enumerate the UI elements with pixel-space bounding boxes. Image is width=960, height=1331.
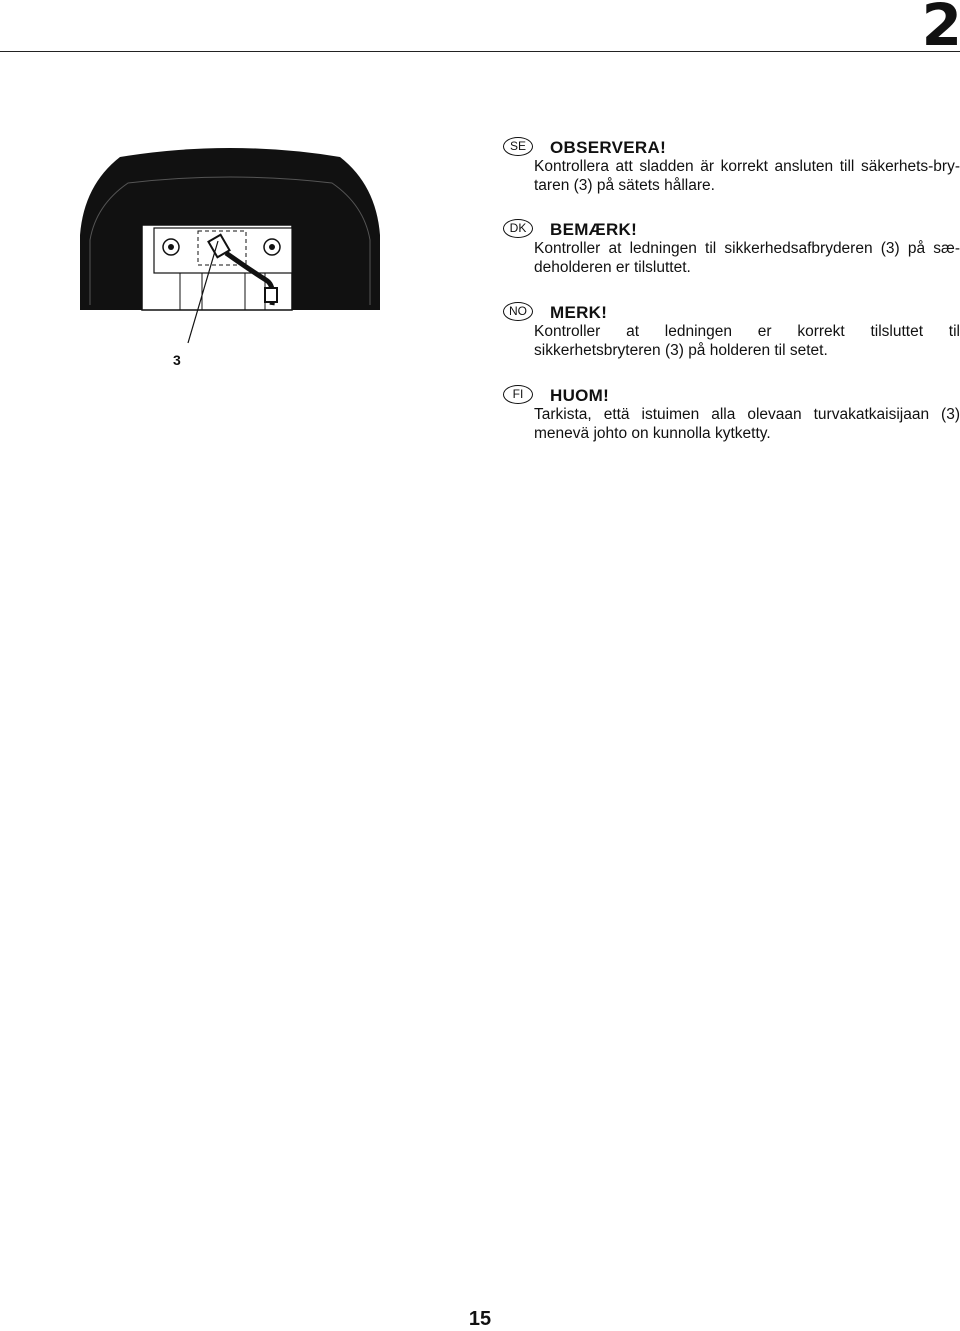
language-badge-no: NO — [503, 302, 533, 321]
section-text-no: Kontroller at ledningen er korrekt tilsluttet til sikkerhetsbryteren (3) på holderen til setet. — [534, 323, 960, 359]
callout-label: 3 — [173, 352, 181, 368]
section-title-se: OBSERVERA! — [550, 138, 667, 157]
seat-switch-illustration — [80, 145, 380, 370]
language-badge-dk: DK — [503, 219, 533, 238]
section-text-dk: Kontroller at ledningen til sikkerhedsafbryderen (3) på sæ-deholderen er tilsluttet. — [534, 240, 960, 276]
section-title-dk: BEMÆRK! — [550, 220, 638, 239]
section-text-se: Kontrollera att sladden är korrekt ansluten till säkerhets-bry-taren (3) på sätets hållare. — [534, 158, 960, 194]
section-title-fi: HUOM! — [550, 386, 610, 405]
page-number: 15 — [468, 1308, 492, 1330]
section-text-fi: Tarkista, että istuimen alla olevaan turvakatkaisijaan (3) menevä johto on kunnolla kytketty. — [534, 406, 960, 442]
chapter-number: 2 — [921, 0, 958, 59]
section-title-no: MERK! — [550, 303, 608, 322]
language-badge-se: SE — [503, 137, 533, 156]
language-badge-fi: FI — [503, 385, 533, 404]
header-divider — [0, 51, 960, 52]
